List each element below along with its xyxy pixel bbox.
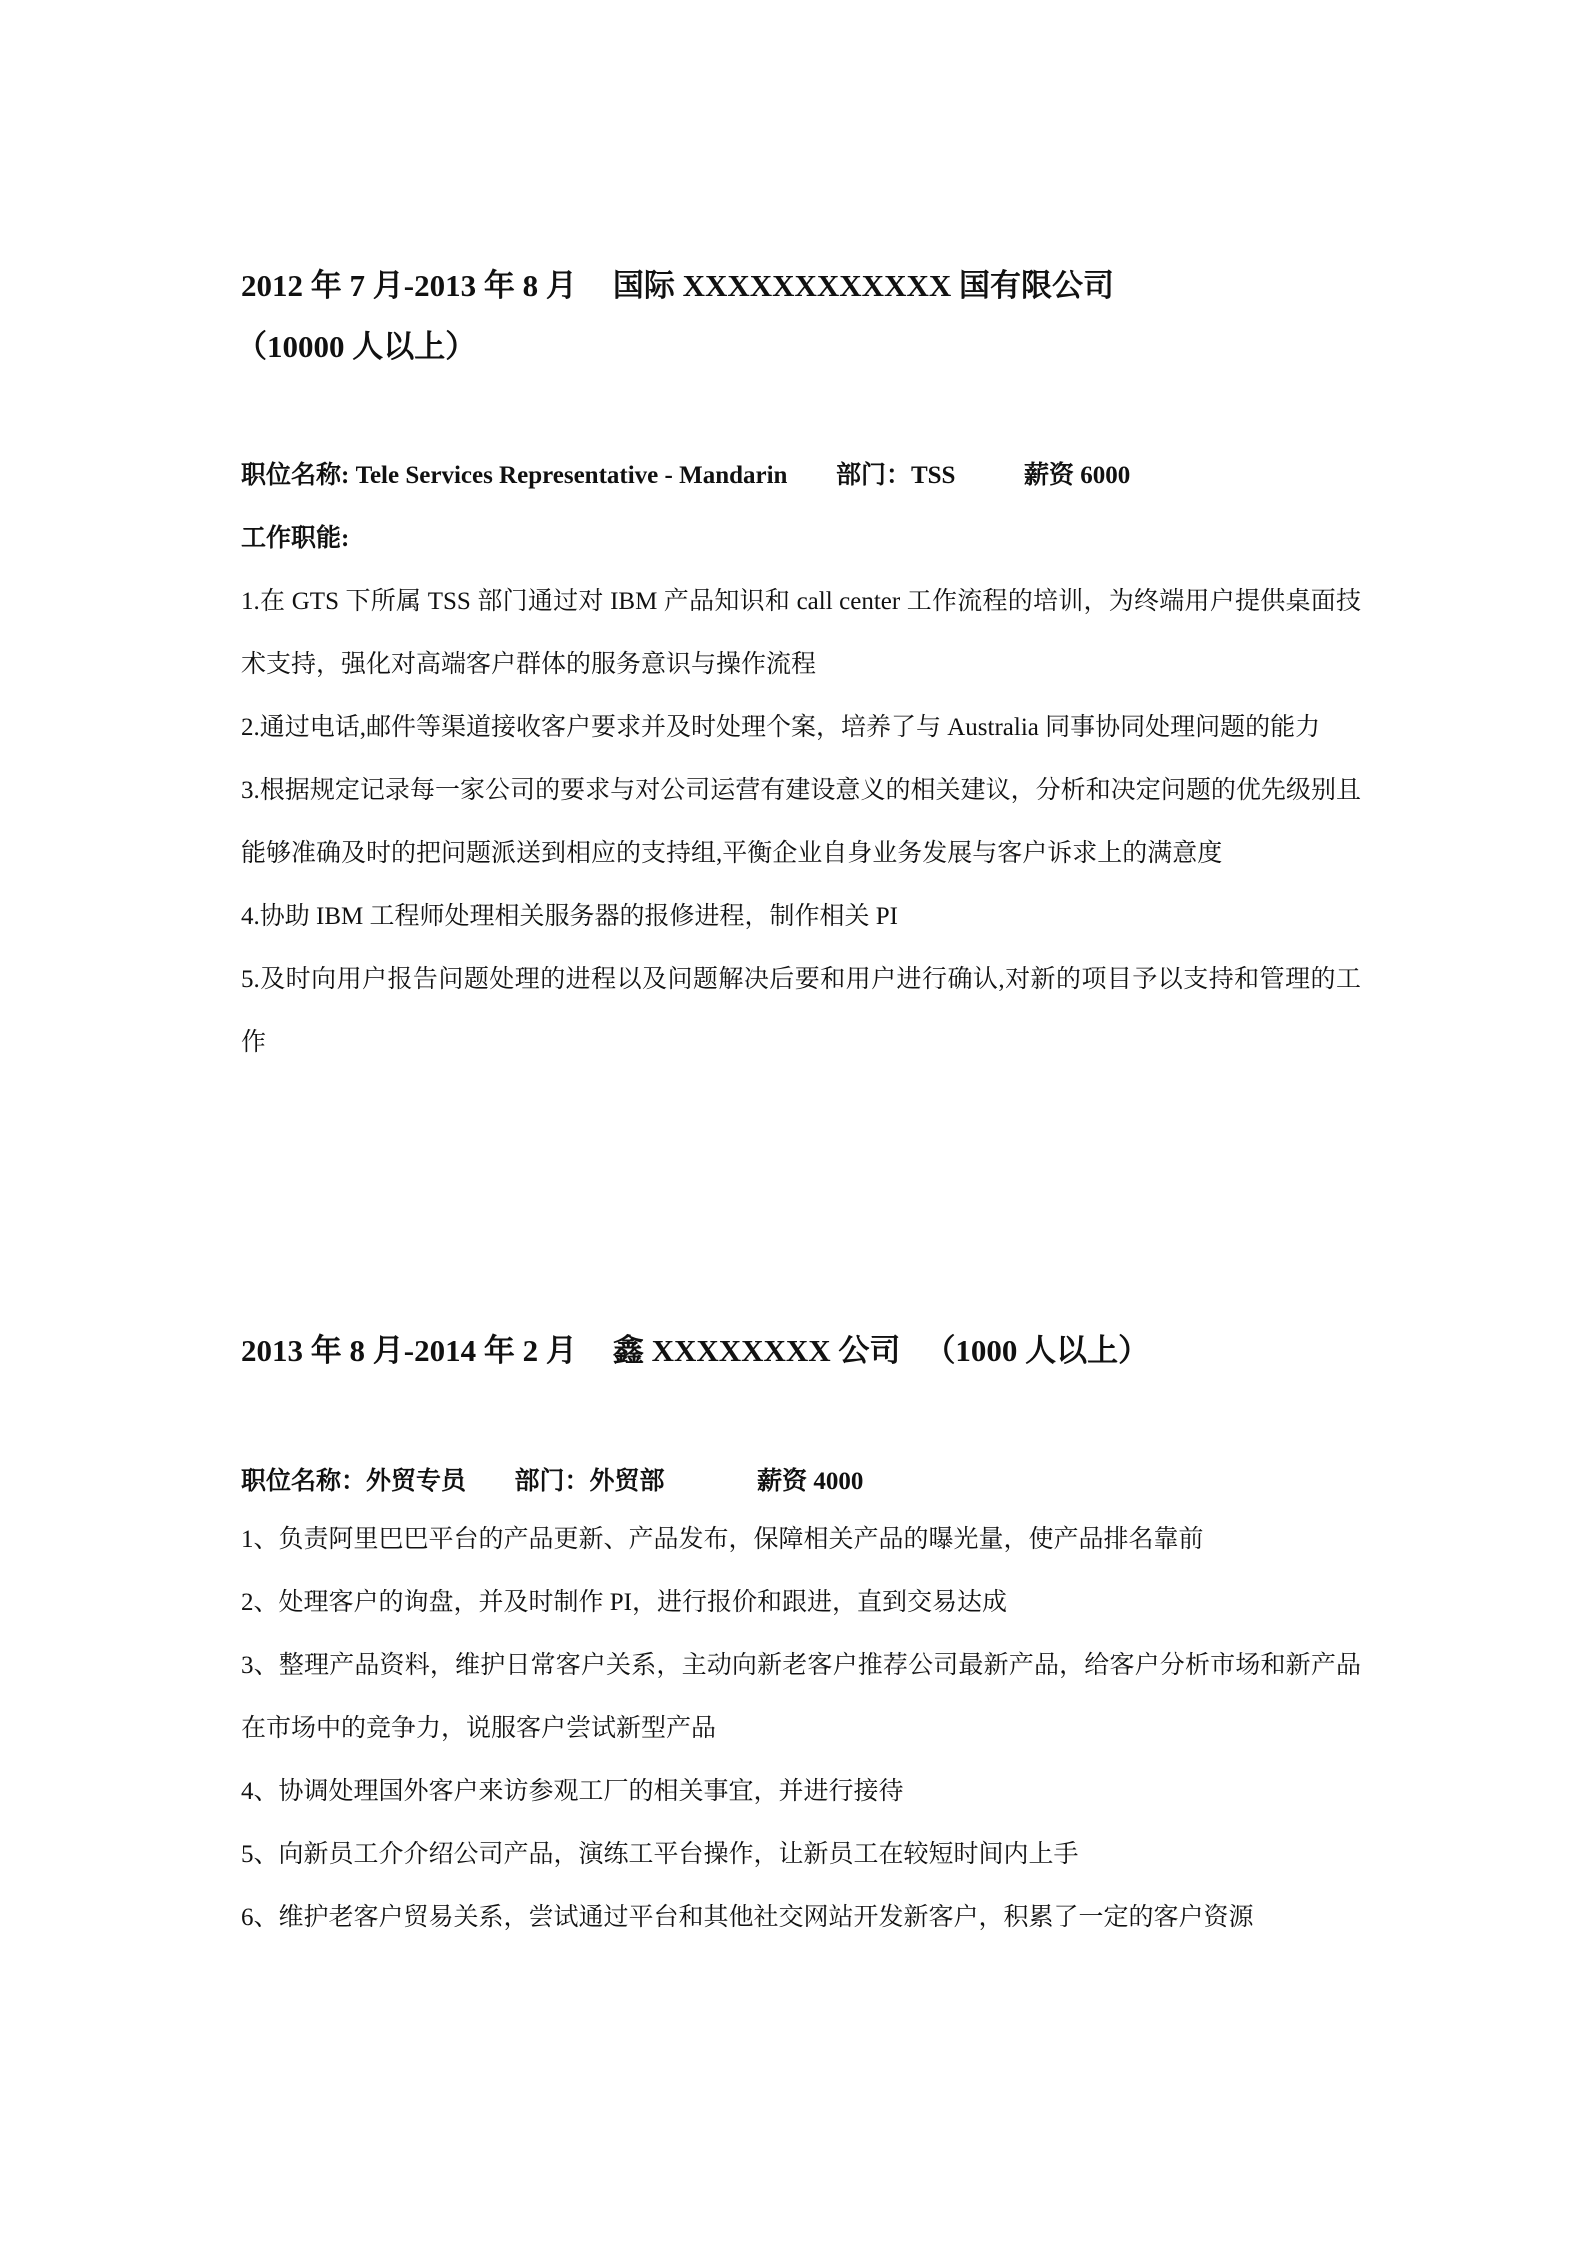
job1-duty-item: 2.通过电话,邮件等渠道接收客户要求并及时处理个案，培养了与 Australia 同事协同处理问题的能力 [241,714,1321,741]
job1-heading [241,255,1361,317]
job1-position-label: 职位名称: [241,462,350,489]
job2-duty-item: 2、处理客户的询盘，并及时制作 PI，进行报价和跟进，直到交易达成 [241,1589,1007,1616]
job1-duty-item: 3.根据规定记录每一家公司的要求与对公司运营有建设意义的相关建议，分析和决定问题的优先级别且能够准确及时的把问题派送到相应的支持组,平衡企业自身业务发展与客户诉求上的满意度 [241,777,1361,867]
job1-duties-label: 工作职能: [241,525,350,552]
job1-salary-label: 薪资 [1023,462,1074,489]
job1-company: 国际 XXXXXXXXXXXX 国有限公司 [612,268,1114,303]
job2-duty-item: 4、协调处理国外客户来访参观工厂的相关事宜，并进行接待 [241,1778,904,1805]
job2-salary-value: 4000 [813,1468,864,1495]
job2-department-value: 外贸部 [589,1468,665,1495]
job2-duty-item: 5、向新员工介介绍公司产品，演练工平台操作，让新员工在较短时间内上手 [241,1841,1079,1868]
job1-size: （10000 人以上） [236,329,477,364]
job1-meta [241,456,1361,496]
job2-duty-item: 6、维护老客户贸易关系，尝试通过平台和其他社交网站开发新客户，积累了一定的客户资源 [241,1904,1254,1931]
job2-heading [241,1320,1361,1382]
job2-company: 鑫 XXXXXXXX 公司 [612,1333,901,1368]
job1-duty-item: 4.协助 IBM 工程师处理相关服务器的报修进程，制作相关 PI [241,903,898,930]
job2-position-value: 外贸专员 [366,1468,467,1495]
job1-position-value: Tele Services Representative - Mandarin [355,462,788,489]
job2-duty-item: 1、负责阿里巴巴平台的产品更新、产品发布，保障相关产品的曝光量，使产品排名靠前 [241,1526,1204,1553]
job2-position-label: 职位名称： [241,1468,367,1495]
job2-salary-label: 薪资 [757,1468,808,1495]
job2-duties-list [241,1508,1361,1949]
job1-company-size [236,316,1356,378]
job1-duty-item: 5.及时向用户报告问题处理的进程以及问题解决后要和用户进行确认,对新的项目予以支持和管理的工作 [241,966,1361,1056]
job1-duty-item: 1.在 GTS 下所属 TSS 部门通过对 IBM 产品知识和 call center 工作流程的培训，为终端用户提供桌面技术支持，强化对高端客户群体的服务意识与操作流程 [241,588,1361,678]
job2-duty-item: 3、整理产品资料，维护日常客户关系，主动向新老客户推荐公司最新产品，给客户分析市场和新产品在市场中的竞争力，说服客户尝试新型产品 [241,1652,1361,1742]
job1-period: 2012 年 7 月-2013 年 8 月 [241,268,577,303]
job1-duties-list [241,570,1361,1074]
job2-meta [241,1462,1361,1502]
job2-period: 2013 年 8 月-2014 年 2 月 [241,1333,577,1368]
job1-department-value: TSS [910,462,956,489]
job1-salary-value: 6000 [1080,462,1131,489]
job2-department-label: 部门： [514,1468,590,1495]
job2-size: （1000 人以上） [924,1333,1150,1368]
job1-department-label: 部门： [835,462,911,489]
